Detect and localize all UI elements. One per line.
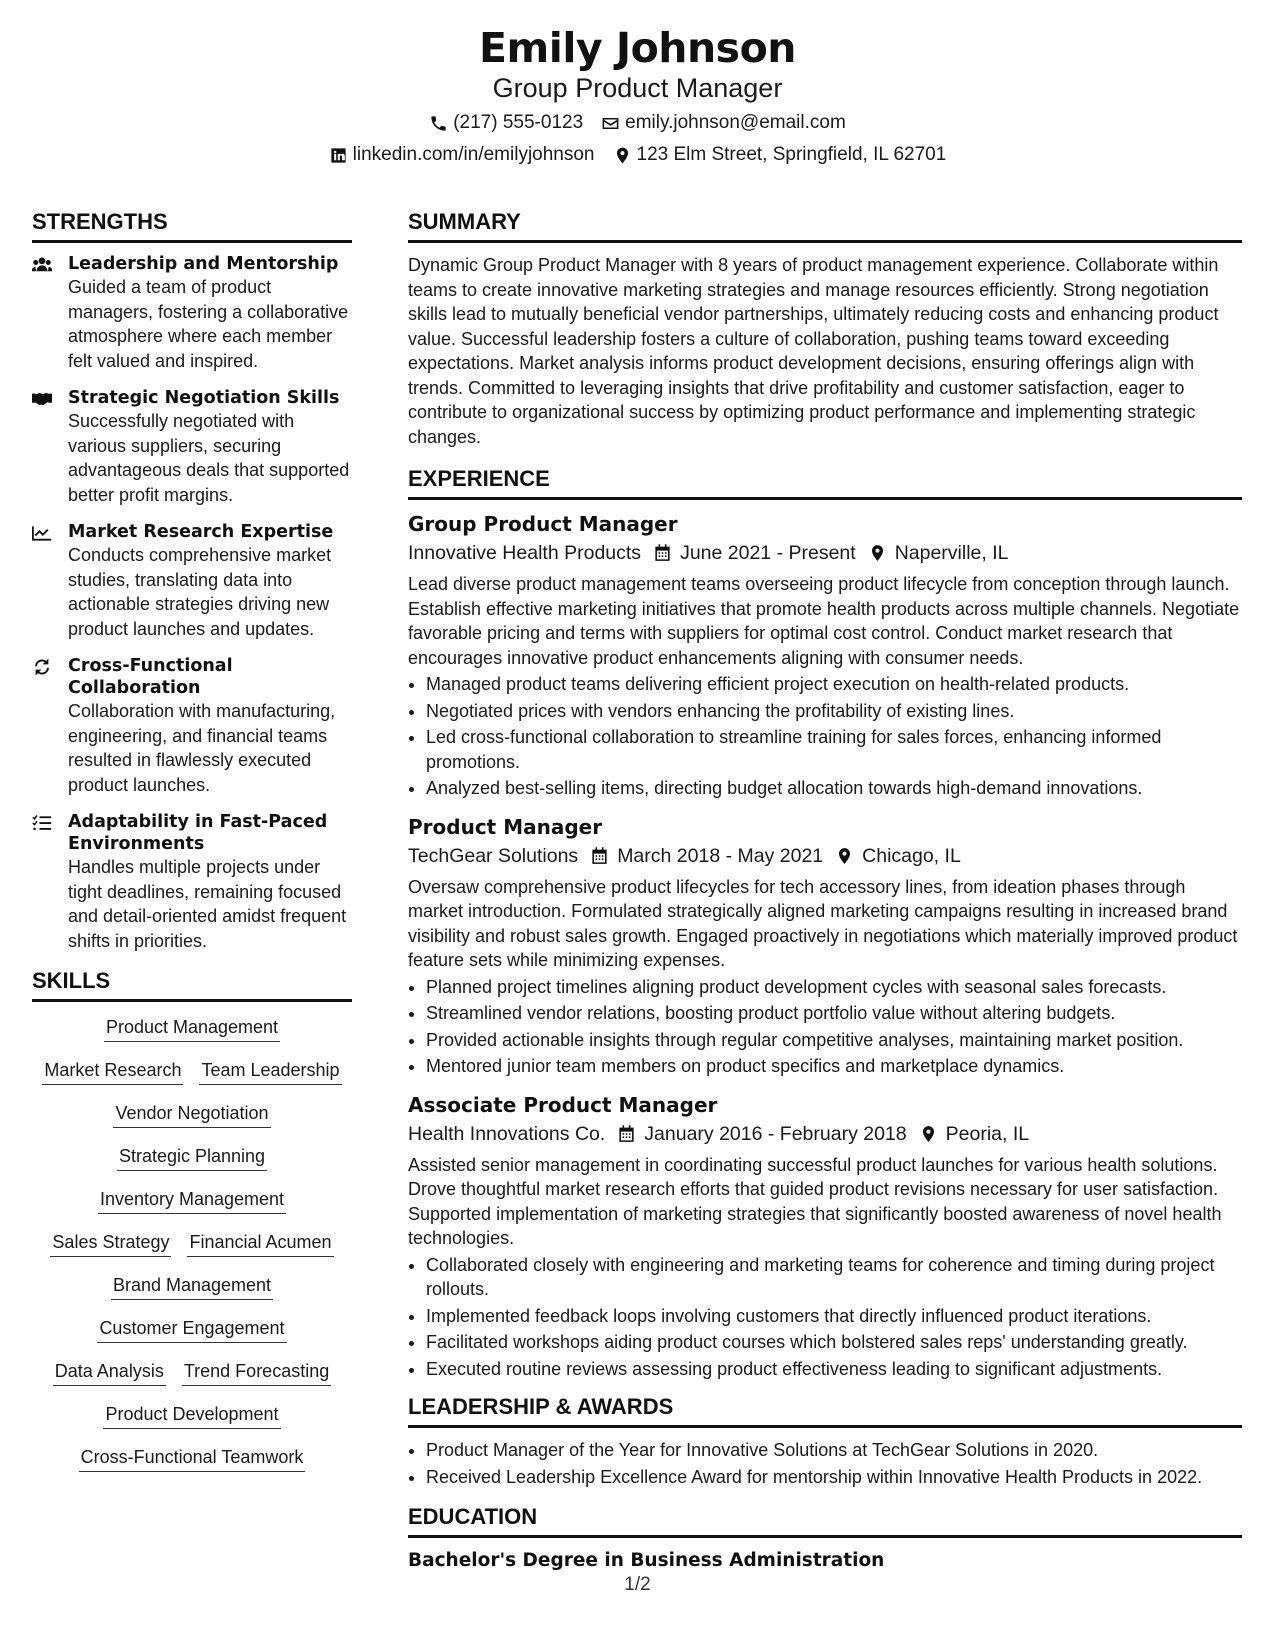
contact-row-1 [0, 110, 1275, 136]
sync-icon [32, 658, 52, 676]
skill-row [32, 1272, 352, 1300]
contact-row-2 [0, 142, 1275, 168]
skill-tag: Product Development [103, 1401, 280, 1429]
job-title: Group Product Manager [408, 512, 678, 536]
job-description: Oversaw comprehensive product lifecycles for tech accessory lines, from ideation phases through market introduction. Formulated strategically aligned marketing campaigns resulting in increased brand visibility and robust sales growth. Engaged proactively in negotiations which materially improved product feature sets while minimizing expenses. [408, 876, 1238, 970]
left-column [32, 208, 352, 1487]
candidate-name: Emily Johnson [479, 24, 796, 72]
strength-desc: Conducts comprehensive market studies, translating data into actionable strategies driving new product launches and updates. [68, 545, 332, 639]
strength-desc: Successfully negotiated with various suppliers, securing advantageous deals that supported better profit margins. [68, 411, 350, 505]
skill-tag: Data Analysis [53, 1358, 166, 1386]
resume-header [0, 22, 1275, 168]
envelope-icon [601, 114, 620, 133]
strength-item [32, 521, 352, 641]
map-marker-icon [919, 1124, 938, 1144]
contact-address [613, 142, 947, 168]
bullet-item: • Facilitated workshops aiding product courses which bolstered sales reps' understanding greatly. [426, 1330, 1242, 1355]
bullet-item: • Negotiated prices with vendors enhancing the profitability of existing lines. [426, 699, 1242, 724]
skill-row [32, 1143, 352, 1171]
strength-title: Market Research Expertise [68, 522, 334, 542]
skill-tag: Market Research [42, 1057, 183, 1085]
calendar-icon [617, 1124, 636, 1144]
skill-tag: Brand Management [111, 1272, 273, 1300]
job-location: Chicago, IL [862, 844, 961, 867]
strength-title: Leadership and Mentorship [68, 254, 339, 274]
contact-email[interactable] [601, 110, 846, 136]
phone-icon [429, 114, 448, 133]
skills-list [32, 1012, 352, 1472]
skill-tag: Product Management [104, 1014, 280, 1042]
skill-tag: Vendor Negotiation [113, 1100, 270, 1128]
bullet-item: • Implemented feedback loops involving customers that directly influenced product iterations. [426, 1304, 1242, 1329]
job-company: TechGear Solutions [408, 844, 579, 867]
strength-title: Cross-Functional Collaboration [68, 656, 233, 698]
strength-item [32, 811, 352, 953]
summary-heading: SUMMARY [408, 208, 1242, 243]
linkedin-text[interactable]: linkedin.com/in/emilyjohnson [352, 144, 595, 165]
skill-row [32, 1057, 352, 1085]
experience-heading: EXPERIENCE [408, 465, 1242, 500]
job-meta [408, 841, 1242, 871]
awards-list [408, 1438, 1242, 1489]
strengths-heading: STRENGTHS [32, 208, 352, 243]
job-title: Product Manager [408, 814, 603, 839]
bullet-item: • Provided actionable insights through regular competitive analyses, maintaining market position. [426, 1028, 1242, 1053]
skill-tag: Inventory Management [98, 1186, 286, 1214]
job-dates: June 2021 - Present [680, 542, 856, 564]
job-meta [408, 538, 1242, 568]
education-degree: Bachelor's Degree in Business Administration [408, 1550, 885, 1571]
chart-line-icon [32, 524, 52, 542]
skills-heading: SKILLS [32, 967, 352, 1002]
skill-row [32, 1315, 352, 1343]
linkedin-icon [329, 146, 348, 165]
job-entry [408, 813, 1242, 1079]
bullet-item: • Streamlined vendor relations, boosting product portfolio value without altering budgets. [426, 1001, 1242, 1026]
strength-item [32, 387, 352, 507]
job-location: Naperville, IL [894, 542, 1009, 564]
skill-tag: Financial Acumen [187, 1229, 333, 1257]
candidate-title: Group Product Manager [492, 73, 783, 103]
tasks-icon [32, 814, 52, 832]
job-entry [408, 1091, 1242, 1382]
users-icon [32, 256, 52, 274]
skill-row [32, 1444, 352, 1472]
page-number: 1/2 [624, 1574, 651, 1595]
job-title: Associate Product Manager [408, 1092, 718, 1117]
job-description: Lead diverse product management teams overseeing product lifecycle from conception through launch. Establish effective marketing initiatives that promote health products across multiple channels. Negotiate favorable pricing and terms with suppliers for optimal cost control. Conduct market research that encourages innovative product enhancements aligning with consumer needs. [408, 574, 1240, 668]
map-marker-icon [868, 543, 887, 563]
skill-row [32, 1014, 352, 1042]
job-meta [408, 1119, 1242, 1149]
map-marker-icon [835, 846, 854, 866]
right-column [408, 208, 1242, 1574]
skill-row [32, 1358, 352, 1386]
education-heading: EDUCATION [408, 1503, 1242, 1538]
skill-tag: Strategic Planning [117, 1143, 267, 1171]
bullet-item: • Executed routine reviews assessing product effectiveness leading to significant adjustments. [426, 1357, 1242, 1382]
skill-row [32, 1100, 352, 1128]
job-dates: January 2016 - February 2018 [644, 1122, 907, 1145]
job-dates: March 2018 - May 2021 [617, 844, 824, 867]
strength-title: Strategic Negotiation Skills [68, 388, 340, 408]
bullet-item: • Managed product teams delivering efficient project execution on health-related products. [426, 672, 1242, 697]
strength-desc: Guided a team of product managers, fostering a collaborative atmosphere where each member felt valued and inspired. [68, 277, 349, 371]
bullet-item: • Led cross-functional collaboration to streamline training for sales forces, enhancing informed promotions. [426, 725, 1242, 774]
awards-heading: LEADERSHIP & AWARDS [408, 1393, 1242, 1428]
skill-tag: Sales Strategy [50, 1229, 171, 1257]
award-item: • Received Leadership Excellence Award for mentorship within Innovative Health Products in 2022. [426, 1465, 1242, 1490]
skill-row [32, 1401, 352, 1429]
strength-item [32, 655, 352, 797]
bullet-item: • Mentored junior team members on product specifics and marketplace dynamics. [426, 1054, 1242, 1079]
map-marker-icon [613, 146, 632, 165]
calendar-icon [653, 543, 672, 563]
skill-row [32, 1186, 352, 1214]
contact-phone [429, 110, 583, 136]
job-description: Assisted senior management in coordinating successful product launches for various health solutions. Drove thoughtful market research efforts that guided product revisions necessary for user satisfaction. Supported implementation of marketing strategies that significantly boosted awareness of novel health technologies. [408, 1154, 1222, 1248]
skill-tag: Customer Engagement [97, 1315, 286, 1343]
job-company: Health Innovations Co. [408, 1122, 606, 1145]
calendar-icon [590, 846, 609, 866]
strength-item [32, 253, 352, 373]
phone-text: (217) 555-0123 [453, 112, 584, 133]
bullet-item: • Collaborated closely with engineering and marketing teams for coherence and timing during project rollouts. [426, 1253, 1242, 1302]
skill-row [32, 1229, 352, 1257]
summary-text: Dynamic Group Product Manager with 8 years of product management experience. Collaborate within teams to create innovative marketing strategies and manage resources efficiently. Strong negotiation skills lead to mutually beneficial vendor partnerships, ultimately reducing costs and enhancing product value. Successful leadership fosters a culture of collaboration, pushing teams toward exceeding expectations. Market analysis informs product development decisions, ensuring offerings align with trends. Committed to leveraging insights that drive profitability and customer satisfaction, eager to contribute to organizational success by optimizing product performance and implementing strategic changes. [408, 255, 1219, 447]
job-company: Innovative Health Products [408, 542, 642, 564]
job-bullets [408, 975, 1242, 1079]
strength-desc: Handles multiple projects under tight deadlines, remaining focused and detail-oriented amidst frequent shifts in priorities. [68, 857, 347, 951]
award-item: • Product Manager of the Year for Innovative Solutions at TechGear Solutions in 2020. [426, 1438, 1242, 1463]
job-entry [408, 510, 1242, 801]
email-text[interactable]: emily.johnson@email.com [625, 112, 846, 133]
bullet-item: • Planned project timelines aligning product development cycles with seasonal sales forecasts. [426, 975, 1242, 1000]
handshake-icon [32, 390, 52, 408]
job-bullets [408, 1253, 1242, 1382]
strength-desc: Collaboration with manufacturing, engineering, and financial teams resulted in flawlessly executed product launches. [68, 701, 336, 795]
job-location: Peoria, IL [945, 1122, 1030, 1145]
job-bullets [408, 672, 1242, 801]
skill-tag: Cross-Functional Teamwork [79, 1444, 306, 1472]
bullet-item: • Analyzed best-selling items, directing budget allocation towards high-demand innovations. [426, 776, 1242, 801]
strength-title: Adaptability in Fast-Paced Environments [68, 812, 328, 854]
contact-linkedin[interactable] [329, 142, 595, 168]
skill-tag: Team Leadership [199, 1057, 341, 1085]
address-text: 123 Elm Street, Springfield, IL 62701 [636, 144, 947, 165]
skill-tag: Trend Forecasting [182, 1358, 331, 1386]
